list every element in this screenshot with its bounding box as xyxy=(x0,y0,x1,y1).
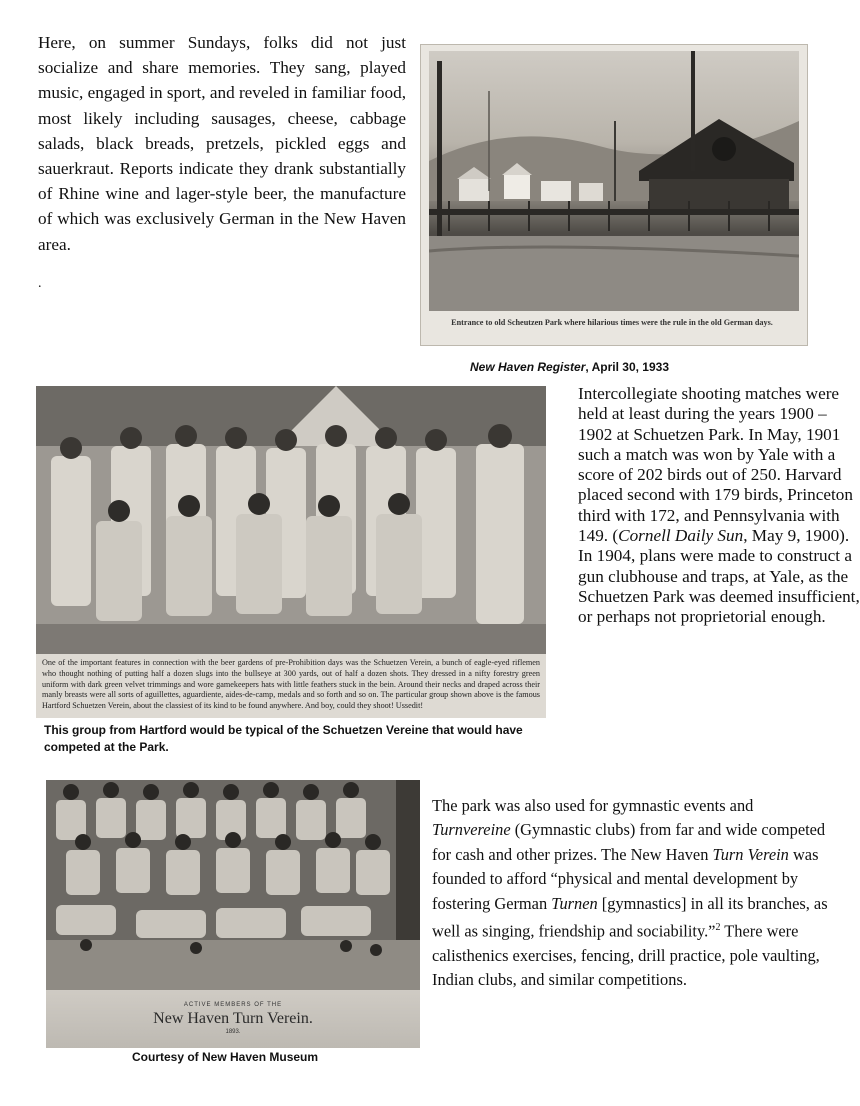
turnvereine-term: Turnvereine xyxy=(432,820,511,840)
park-entrance-image xyxy=(429,51,799,311)
paragraph-shooting-part2: , May 9, 1900). In 1904, plans were made to construct a gun clubhouse and traps, at Yale, as the Schuetzen Park was deemed insufficient, or perhaps not proprietorial enough. xyxy=(578,526,860,627)
turn-verein-image xyxy=(46,780,420,990)
register-credit-source: New Haven Register xyxy=(470,360,586,374)
hartford-group-caption: One of the important features in connection with the beer gardens of pre-Prohibition days was the Schuetzen Verein, a bunch of eagle-eyed riflemen who thought nothing of putting half a dozen slugs into the bullseye at 300 yards, out of half a dozen shots. They dressed in a nifty forestry green uniform with dark green velvet trimmings and wore gamekeepers hats with little feathers stuck in the bein. Around their necks and draped across their manly breasts were all sorts of aguillettes, aguardiente, aides-de-camp, medals and so forth and so on. The particular group shown above is the famous Hartford Schuetzen Verein, about the classiest of its kind to be found anywhere. And boy, could they shoot! Ussedit! xyxy=(42,658,540,711)
turn-verein-banner-year: 1893. xyxy=(225,1029,241,1035)
turn-verein-term: Turn Verein xyxy=(712,844,789,864)
stray-mark: . xyxy=(38,276,42,291)
turn-verein-photo xyxy=(46,780,420,1048)
park-entrance-caption: Entrance to old Scheutzen Park where hilarious times were the rule in the old German days. xyxy=(451,318,773,327)
paragraph-shooting-part1: Intercollegiate shooting matches were held at least during the years 1900 – 1902 at Schuetzen Park. In May, 1901 such a match was won by Yale with a score of 202 birds out of 250. Harvard placed second with 179 birds, Princeton third with 172, and Pennsylvania with 149. ( xyxy=(578,384,853,546)
paragraph-summer-sundays: Here, on summer Sundays, folks did not just socialize and share memories. They sang, played music, engaged in sport, and reveled in familiar food, most likely including sausages, cheese, cabbage salads, black breads, pretzels, pickled eggs and sauerkraut. Reports indicate they drank substantially of Rhine wine and lager-style beer, the manufacture of which was exclusively German in the New Haven area. xyxy=(38,33,406,254)
paragraph-shooting-matches xyxy=(578,384,860,628)
hartford-credit: This group from Hartford would be typical of the Schuetzen Vereine that would have competed at the Park. xyxy=(44,723,523,754)
gymnastics-part1: The park was also used for gymnastic events and xyxy=(432,796,754,815)
hartford-group-image xyxy=(36,386,546,654)
turn-verein-banner-small: ACTIVE MEMBERS OF THE xyxy=(183,1002,283,1008)
turn-verein-banner xyxy=(46,990,420,1048)
footnote-marker: 2 xyxy=(715,922,721,934)
register-credit xyxy=(470,360,669,374)
register-credit-date: , April 30, 1933 xyxy=(585,360,669,374)
museum-credit: Courtesy of New Haven Museum xyxy=(132,1050,319,1064)
park-entrance-photo xyxy=(420,44,808,346)
paragraph-gymnastics xyxy=(432,794,832,993)
gymnastics-part4: [gymnastics] in all its branches, as well as singing, friendship and sociability.” xyxy=(432,893,828,941)
gymnastics-part5: There were calisthenics exercises, fencing, drill practice, pole vaulting, Indian clubs, and similar competitions. xyxy=(432,921,820,990)
cornell-daily-sun: Cornell Daily Sun xyxy=(618,526,744,546)
turnen-term: Turnen xyxy=(551,893,598,913)
turn-verein-banner-title: New Haven Turn Verein. xyxy=(153,1010,313,1027)
gymnastics-part2: (Gymnastic clubs) from far and wide competed for cash and other prizes. The New Haven xyxy=(432,820,826,864)
hartford-group-photo xyxy=(36,386,546,718)
gymnastics-part3: was founded to afford “physical and mental development by fostering German xyxy=(432,844,819,913)
